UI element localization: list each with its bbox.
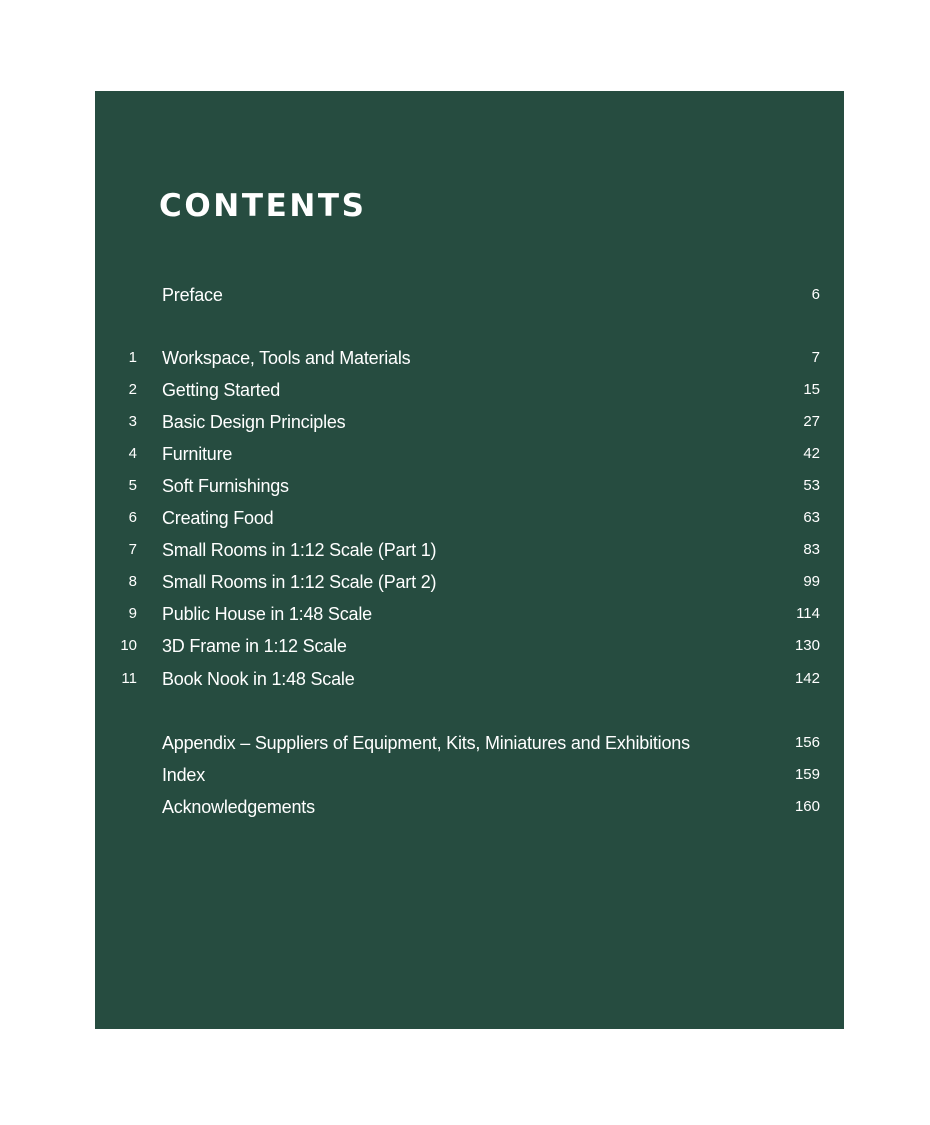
- toc-chapter-3[interactable]: [95, 409, 844, 435]
- toc-entry-label: Preface: [162, 285, 223, 305]
- contents-panel: [95, 91, 844, 1029]
- chapter-title: Book Nook in 1:48 Scale: [162, 669, 355, 689]
- chapter-page: 63: [803, 509, 820, 526]
- chapter-number: 2: [128, 381, 137, 398]
- chapter-number: 8: [128, 573, 137, 590]
- toc-entry-index[interactable]: [95, 762, 844, 788]
- toc-entry-page: 156: [794, 734, 820, 751]
- chapter-title: Creating Food: [162, 508, 274, 528]
- chapter-page: 7: [811, 349, 820, 366]
- chapter-title: Small Rooms in 1:12 Scale (Part 2): [162, 572, 437, 592]
- chapter-title: Getting Started: [162, 380, 281, 400]
- toc-chapter-10[interactable]: [95, 633, 844, 659]
- chapter-page: 142: [794, 670, 820, 687]
- toc-chapter-9[interactable]: [95, 601, 844, 627]
- toc-chapter-2[interactable]: [95, 377, 844, 403]
- toc-chapter-7[interactable]: [95, 537, 844, 563]
- toc-entry-acknowledgements[interactable]: [95, 794, 844, 820]
- toc-chapter-11[interactable]: [95, 666, 844, 692]
- toc-chapter-6[interactable]: [95, 505, 844, 531]
- chapter-number: 3: [128, 413, 137, 430]
- chapter-page: 114: [796, 605, 820, 622]
- toc-entry-page: 6: [811, 286, 820, 303]
- chapter-page: 83: [803, 541, 820, 558]
- chapter-title: Public House in 1:48 Scale: [162, 604, 372, 624]
- chapter-page: 27: [803, 413, 820, 430]
- chapter-number: 9: [128, 605, 137, 622]
- toc-chapter-4[interactable]: [95, 441, 844, 467]
- toc-entry-label: Appendix – Suppliers of Equipment, Kits, Miniatures and Exhibitions: [162, 733, 690, 753]
- chapter-page: 130: [794, 637, 820, 654]
- chapter-page: 15: [803, 381, 820, 398]
- toc-entry-label: Index: [162, 765, 206, 785]
- chapter-title: 3D Frame in 1:12 Scale: [162, 636, 347, 656]
- chapter-number: 11: [121, 670, 137, 687]
- chapter-page: 99: [803, 573, 820, 590]
- chapter-number: 10: [120, 637, 137, 654]
- toc-entry-appendix[interactable]: [95, 730, 844, 756]
- chapter-number: 6: [128, 509, 137, 526]
- chapter-number: 4: [128, 445, 137, 462]
- chapter-number: 7: [128, 541, 137, 558]
- toc-entry-page: 160: [794, 798, 820, 815]
- contents-title: CONTENTS: [159, 188, 367, 224]
- toc-chapter-8[interactable]: [95, 569, 844, 595]
- chapter-title: Small Rooms in 1:12 Scale (Part 1): [162, 540, 437, 560]
- chapter-title: Basic Design Principles: [162, 412, 346, 432]
- toc-chapter-1[interactable]: [95, 345, 844, 371]
- chapter-title: Workspace, Tools and Materials: [162, 348, 411, 368]
- chapter-number: 1: [128, 349, 137, 366]
- chapter-title: Furniture: [162, 444, 233, 464]
- chapter-page: 42: [803, 445, 820, 462]
- toc-chapter-5[interactable]: [95, 473, 844, 499]
- toc-entry-label: Acknowledgements: [162, 797, 315, 817]
- toc-entry-preface[interactable]: [95, 282, 844, 308]
- chapter-number: 5: [128, 477, 137, 494]
- chapter-title: Soft Furnishings: [162, 476, 289, 496]
- chapter-page: 53: [803, 477, 820, 494]
- toc-entry-page: 159: [794, 766, 820, 783]
